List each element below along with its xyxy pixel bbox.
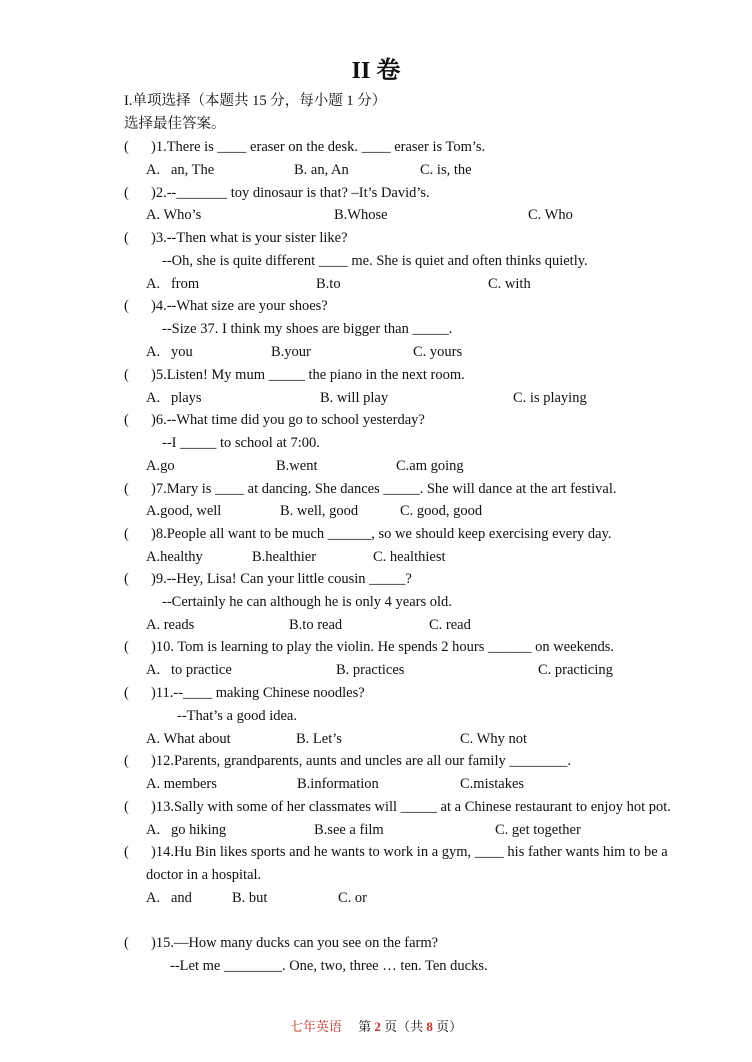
option-b: B. an, An [294,162,349,178]
answer-blank-paren[interactable]: ( [124,412,129,428]
question-stem: )5.Listen! My mum _____ the piano in the next room. [151,367,465,383]
option-c: C. yours [413,344,463,360]
option-c: C. Who [528,207,573,223]
option-a: A.good, well [146,503,222,519]
answer-blank-paren[interactable]: ( [124,367,129,383]
option-b: B.information [297,776,379,792]
option-c: C. good, good [400,503,483,519]
answer-blank-paren[interactable]: ( [124,844,129,860]
question-stem-line2: --Oh, she is quite different ____ me. She is quiet and often thinks quietly. [162,253,588,269]
option-b: B.healthier [252,549,317,565]
footer-subject: 七年英语 [289,1019,342,1034]
option-c: C.mistakes [460,776,525,792]
answer-blank-paren[interactable]: ( [124,571,129,587]
question-stem: )7.Mary is ____ at dancing. She dances _____. She will dance at the art festival. [151,481,617,497]
option-c: C. read [429,617,471,633]
option-a: A. reads [146,617,195,633]
option-b: B. will play [320,390,389,406]
section-heading: I.单项选择（本题共 15 分，每小题 1 分） [124,93,387,109]
option-b: B.to [316,276,341,292]
page-title: II 卷 [351,58,401,84]
footer-page-prefix: 第 [358,1019,372,1034]
option-b: B. but [232,890,268,906]
option-b: B.Whose [334,207,388,223]
answer-blank-paren[interactable]: ( [124,139,129,155]
option-a: A. Who’s [146,207,202,223]
option-c: C. Why not [460,731,527,747]
question-stem: )3.--Then what is your sister like? [151,230,348,246]
question-stem: )11.--____ making Chinese noodles? [151,685,365,701]
option-a: A. members [146,776,217,792]
question-stem: )2.--_______ toy dinosaur is that? –It’s David’s. [151,185,430,201]
question-stem: )6.--What time did you go to school yesterday? [151,412,425,428]
option-a: A. you [146,344,193,360]
option-c: C.am going [396,458,464,474]
option-c: C. is playing [513,390,587,406]
option-a: A.healthy [146,549,203,565]
page-footer [0,1016,752,1035]
option-b: B. practices [336,662,405,678]
answer-blank-paren[interactable]: ( [124,526,129,542]
option-b: B. well, good [280,503,359,519]
question-stem: )4.--What size are your shoes? [151,298,328,314]
footer-total-pages: 8 [426,1019,433,1034]
answer-blank-paren[interactable]: ( [124,481,129,497]
answer-blank-paren[interactable]: ( [124,185,129,201]
option-c: C. practicing [538,662,613,678]
question-stem-line2: --That’s a good idea. [177,708,297,724]
answer-blank-paren[interactable]: ( [124,639,129,655]
answer-blank-paren[interactable]: ( [124,298,129,314]
footer-page-suffix: 页） [436,1019,463,1034]
answer-blank-paren[interactable]: ( [124,753,129,769]
answer-blank-paren[interactable]: ( [124,799,129,815]
option-a: A. to practice [146,662,232,678]
question-stem-line2: --Certainly he can although he is only 4 years old. [162,594,452,610]
question-stem: )1.There is ____ eraser on the desk. ____ eraser is Tom’s. [151,139,486,155]
answer-blank-paren[interactable]: ( [124,230,129,246]
option-a: A. and [146,890,192,906]
option-c: C. is, the [420,162,472,178]
question-stem: )8.People all want to be much ______, so we should keep exercising every day. [151,526,612,542]
question-stem: )10. Tom is learning to play the violin. He spends 2 hours ______ on weekends. [151,639,615,655]
option-b: B.to read [289,617,343,633]
question-stem: )13.Sally with some of her classmates will _____ at a Chinese restaurant to enjoy hot pot. [151,799,671,815]
question-stem: )9.--Hey, Lisa! Can your little cousin _____? [151,571,412,587]
question-stem: )15.—How many ducks can you see on the farm? [151,935,439,951]
option-c: C. or [338,890,367,906]
option-a: A. What about [146,731,231,747]
option-c: C. get together [495,822,581,838]
question-stem-line2: --Size 37. I think my shoes are bigger than _____. [162,321,453,337]
answer-blank-paren[interactable]: ( [124,935,129,951]
question-stem-line2: --I _____ to school at 7:00. [162,435,320,451]
option-b: B.your [271,344,311,360]
option-a: A. go hiking [146,822,227,838]
option-b: B.went [276,458,318,474]
option-b: B. Let’s [296,731,342,747]
question-stem-line2: doctor in a hospital. [146,867,262,883]
option-a: A. plays [146,390,202,406]
question-stem: )14.Hu Bin likes sports and he wants to work in a gym, ____ his father wants him to be a [151,844,668,860]
question-stem-line2: --Let me ________. One, two, three … ten. Ten ducks. [170,958,488,974]
option-c: C. with [488,276,531,292]
option-a: A. an, The [146,162,215,178]
option-b: B.see a film [314,822,384,838]
option-a: A.go [146,458,175,474]
option-a: A. from [146,276,200,292]
footer-page-mid: 页（共 [384,1019,424,1034]
footer-page-number: 2 [374,1019,381,1034]
instruction: 选择最佳答案。 [124,116,226,132]
question-stem: )12.Parents, grandparents, aunts and uncles are all our family ________. [151,753,571,769]
option-c: C. healthiest [373,549,446,565]
answer-blank-paren[interactable]: ( [124,685,129,701]
